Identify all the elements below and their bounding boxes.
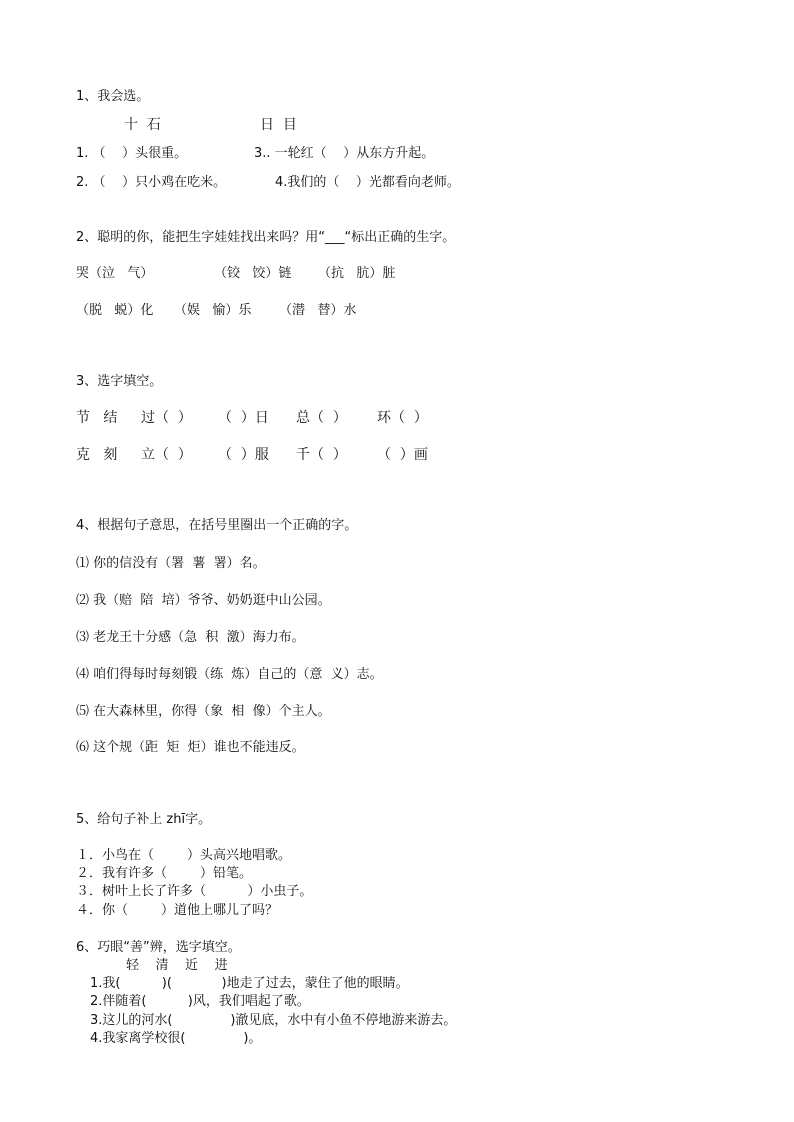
q5-item-3: ３．树叶上长了许多（ ）小虫子。 bbox=[76, 884, 313, 899]
q3-row2-item-1: 立（ ） bbox=[141, 447, 192, 463]
q1-title: 1、我会选。 bbox=[76, 89, 150, 104]
q6-item-3: 3.这儿的河水( )澈见底，水中有小鱼不停地游来游去。 bbox=[90, 1013, 457, 1028]
q3-title: 3、选字填空。 bbox=[76, 374, 163, 389]
q2-row2-b: （娱 愉）乐 bbox=[174, 303, 252, 318]
q2-row1-a: 哭（泣 气） bbox=[76, 266, 154, 281]
q1-choices-left: 十 石 bbox=[124, 117, 161, 133]
q4-item-6: ⑹ 这个规（距 矩 炬）谁也不能违反。 bbox=[76, 740, 305, 755]
q3-row1-item-3: 总（ ） bbox=[296, 410, 347, 426]
q4-item-1: ⑴ 你的信没有（署 薯 署）名。 bbox=[76, 556, 266, 571]
q2-row2-c: （潜 替）水 bbox=[279, 303, 357, 318]
q6-item-2: 2.伴随着( )风，我们唱起了歌。 bbox=[90, 994, 310, 1009]
q5-item-1: １．小鸟在（ ）头高兴地唱歌。 bbox=[76, 848, 292, 863]
q4-item-3: ⑶ 老龙王十分感（急 积 激）海力布。 bbox=[76, 630, 305, 645]
q2-row1-b: （铰 饺）链 bbox=[214, 266, 292, 281]
q4-item-5: ⑸ 在大森林里，你得（象 相 像）个主人。 bbox=[76, 704, 331, 719]
q4-item-2: ⑵ 我（赔 陪 培）爷爷、奶奶逛中山公园。 bbox=[76, 593, 331, 608]
q6-title: 6、巧眼“善”辨，选字填空。 bbox=[76, 940, 241, 955]
q3-row1-item-4: 环（ ） bbox=[377, 410, 428, 426]
q6-choices: 轻 清 近 进 bbox=[126, 958, 228, 973]
q5-title: 5、给句子补上 zhī字。 bbox=[76, 812, 212, 827]
q3-row2-chars: 克 刻 bbox=[76, 447, 118, 463]
q4-item-4: ⑷ 咱们得每时每刻锻（练 炼）自己的（意 义）志。 bbox=[76, 667, 383, 682]
q2-row1-c: （抗 肮）脏 bbox=[318, 266, 396, 281]
q6-item-1: 1.我( )( )地走了过去，蒙住了他的眼睛。 bbox=[90, 976, 409, 991]
q1-choices-right: 日 目 bbox=[260, 117, 297, 133]
q4-title: 4、根据句子意思，在括号里圈出一个正确的字。 bbox=[76, 518, 358, 533]
q6-item-4: 4.我家离学校很( )。 bbox=[90, 1031, 262, 1046]
q3-row2-item-4: （ ）画 bbox=[377, 447, 428, 463]
q1-item-4: 4.我们的（ ）光都看向老师。 bbox=[275, 175, 460, 190]
q3-row2-item-3: 千（ ） bbox=[296, 447, 347, 463]
q3-row1-item-2: （ ）日 bbox=[218, 410, 269, 426]
q1-item-1: 1. （ ）头很重。 bbox=[76, 146, 188, 161]
q3-row1-item-1: 过（ ） bbox=[141, 410, 192, 426]
q3-row2-item-2: （ ）服 bbox=[218, 447, 269, 463]
q2-row2-a: （脱 蜕）化 bbox=[76, 303, 154, 318]
q1-item-3: 3.. 一轮红（ ）从东方升起。 bbox=[254, 146, 435, 161]
q2-title: 2、聪明的你，能把生字娃娃找出来吗？用“___“标出正确的生字。 bbox=[76, 230, 456, 245]
q5-item-4: ４．你（ ）道他上哪儿了吗？ bbox=[76, 903, 279, 918]
q5-item-2: ２．我有许多（ ）铅笔。 bbox=[76, 866, 253, 881]
q3-row1-chars: 节 结 bbox=[76, 410, 118, 426]
q1-item-2: 2. （ ）只小鸡在吃米。 bbox=[76, 175, 227, 190]
